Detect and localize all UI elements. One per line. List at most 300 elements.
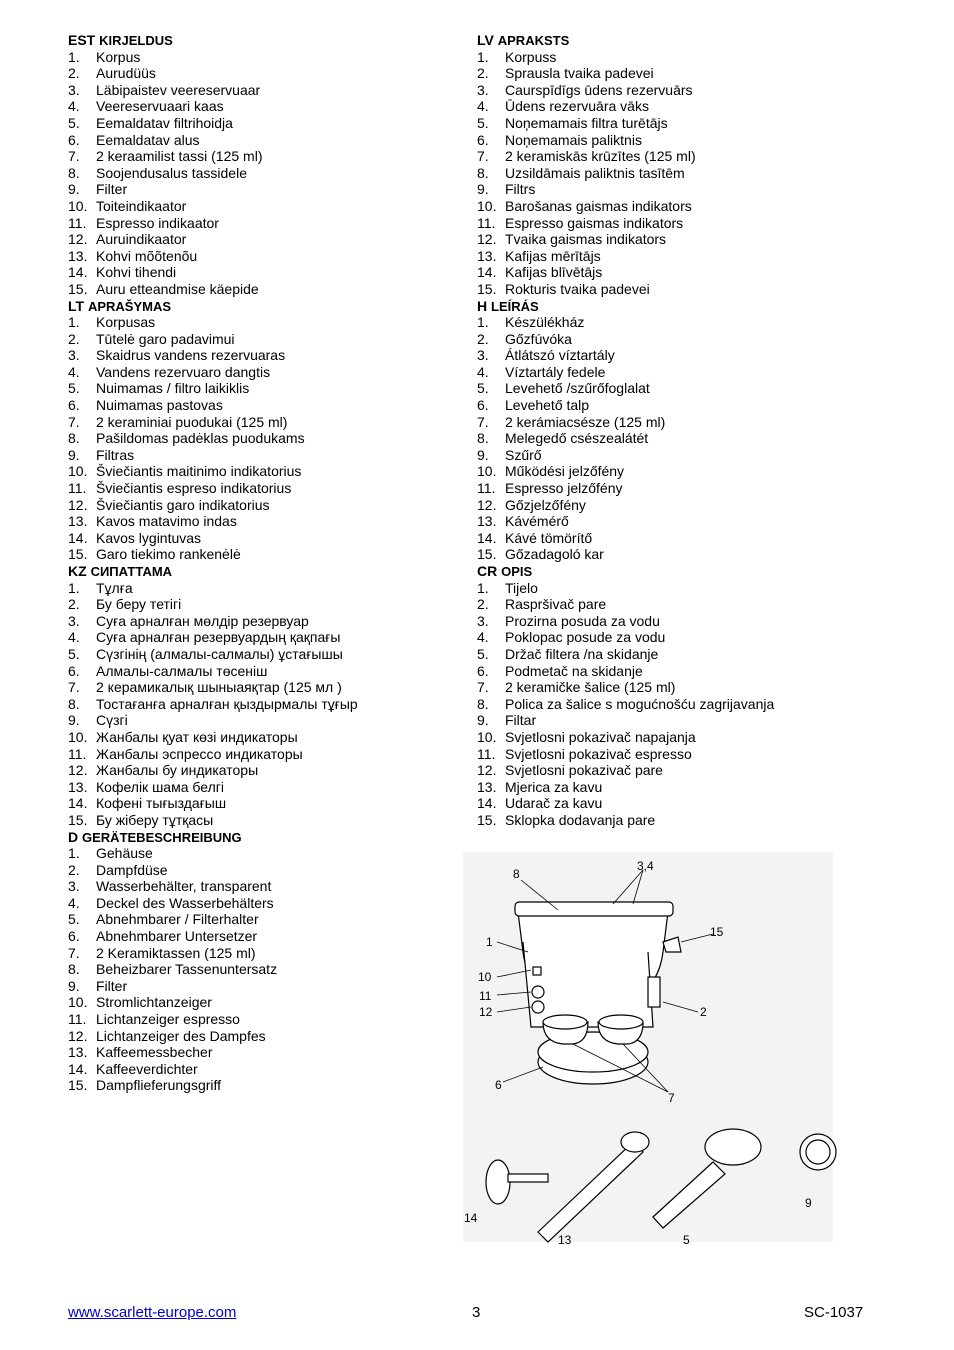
list-item [68,762,468,779]
section-title: GERÄTEBESCHREIBUNG [82,829,242,845]
item-label: Deckel des Wasserbehälters [96,894,274,911]
section-heading [68,32,468,49]
item-number: 4. [477,98,489,115]
list-item [68,397,468,414]
item-label: Espresso indikaator [96,214,219,231]
item-label: Kafijas mērītājs [505,247,601,264]
item-number: 2. [68,330,80,347]
list-item [477,596,877,613]
item-label: Filtar [505,712,537,729]
item-label: Суға арналған мөлдір резервуар [96,612,309,629]
item-label: Auruindikaator [96,231,187,248]
item-label: Dampflieferungsgriff [96,1077,222,1094]
item-number: 11. [68,480,87,497]
item-number: 1. [477,48,489,65]
item-label: Ūdens rezervuāra vāks [505,98,649,115]
item-number: 7. [68,944,80,961]
item-number: 12. [68,496,88,513]
item-number: 1. [68,845,80,862]
item-number: 3. [68,347,80,364]
item-number: 4. [68,629,80,646]
item-label: Filter [96,181,128,198]
list-item [477,198,877,215]
list-item [68,679,468,696]
item-label: Kavos matavimo indas [96,513,237,530]
list-item [68,530,468,547]
item-number: 5. [477,380,489,397]
list-item [68,82,468,99]
list-item [477,231,877,248]
item-number: 13. [477,247,497,264]
item-number: 7. [477,679,489,696]
list-item [477,779,877,796]
list-item [68,629,468,646]
list-item [68,911,468,928]
item-number: 10. [68,728,88,745]
list-item [68,961,468,978]
list-item [477,629,877,646]
item-label: Melegedő csészealátét [505,430,649,447]
item-number: 15. [477,280,497,297]
list-item [477,414,877,431]
item-label: Abnehmbarer / Filterhalter [96,911,259,928]
item-label: Pašildomas padėklas puodukams [96,430,305,447]
item-label: Eemaldatav alus [96,131,200,148]
item-label: Алмалы-салмалы төсеніш [96,662,268,679]
list-item [68,580,468,597]
list-item [68,596,468,613]
item-label: Kohvi tihendi [96,264,177,281]
list-item [68,49,468,66]
item-label: Svjetlosni pokazivač napajanja [505,728,696,745]
item-number: 10. [68,197,88,214]
item-number: 13. [477,778,497,795]
item-number: 1. [477,579,489,596]
section-title: KIRJELDUS [99,33,173,48]
item-number: 14. [68,795,88,812]
item-number: 1. [477,314,489,331]
item-label: Бу беру тетігі [96,596,182,613]
item-label: Caurspīdīgs ūdens rezervuārs [505,81,693,98]
item-label: Kávé tömörítő [505,529,593,546]
item-number: 8. [68,430,80,447]
item-label: Szűrő [505,446,542,463]
item-label: Жанбалы эспрессо индикаторы [96,745,303,762]
list-item [68,845,468,862]
section-title: СИПАТТАМА [90,564,173,579]
item-label: Svjetlosni pokazivač pare [505,762,663,779]
section-title: OPIS [501,564,533,579]
item-label: Gőzjelzőfény [505,496,586,513]
list-item [68,696,468,713]
item-label: Podmetač na skidanje [505,662,643,679]
item-number: 7. [68,679,80,696]
item-label: Víztartály fedele [505,363,606,380]
list-item [68,231,468,248]
item-number: 15. [68,280,88,297]
item-number: 3. [477,81,489,98]
item-number: 15. [68,811,88,828]
item-label: Aurudüüs [96,65,156,82]
item-label: Wasserbehälter, transparent [96,878,272,895]
item-number: 5. [68,380,80,397]
list-item [68,1061,468,1078]
list-item [68,215,468,232]
item-number: 13. [68,778,88,795]
item-label: Gőzadagoló kar [505,546,604,563]
item-label: Beheizbarer Tassenuntersatz [96,961,278,978]
item-label: Veereservuaari kaas [96,98,224,115]
item-number: 4. [477,629,489,646]
list-item [68,198,468,215]
list-item [68,1044,468,1061]
item-label: Жанбалы бу индикаторы [96,762,259,779]
item-label: Uzsildāmais paliktnis tasītēm [505,164,685,181]
item-number: 2. [68,65,80,82]
language-code: CR [477,563,498,579]
item-label: 2 keramičke šalice (125 ml) [505,679,676,696]
item-label: Lichtanzeiger espresso [96,1011,240,1028]
item-label: Polica za šalice s mogućnošću zagrijavanja [505,695,775,712]
item-label: Barošanas gaismas indikators [505,197,692,214]
list-item [68,1028,468,1045]
item-label: Šviečiantis maitinimo indikatorius [96,463,302,480]
item-label: Kavos lygintuvas [96,529,202,546]
item-number: 15. [477,546,497,563]
list-item [68,663,468,680]
item-number: 1. [68,48,80,65]
item-number: 15. [68,1077,88,1094]
list-item [477,497,877,514]
item-label: Šviečiantis espreso indikatorius [96,480,292,497]
list-item [68,1077,468,1094]
item-number: 11. [68,1011,87,1028]
item-label: Abnehmbarer Untersetzer [96,928,258,945]
item-label: 2 Keramiktassen (125 ml) [96,944,256,961]
label-14: 14 [464,1211,478,1225]
list-item [68,447,468,464]
item-label: Svjetlosni pokazivač espresso [505,745,692,762]
list-item [477,480,877,497]
list-item [477,65,877,82]
list-item [477,49,877,66]
item-number: 15. [68,546,88,563]
list-item [68,878,468,895]
item-number: 12. [477,231,497,248]
item-number: 9. [68,181,80,198]
item-label: Tūtelė garo padavimui [96,330,235,347]
item-label: Működési jelzőfény [505,463,625,480]
list-item [68,148,468,165]
item-number: 3. [68,612,80,629]
item-number: 11. [477,745,496,762]
item-number: 5. [477,114,489,131]
item-number: 9. [68,712,80,729]
section-title: LEÍRÁS [491,298,539,314]
list-item [477,696,877,713]
item-label: Korpusas [96,314,156,331]
item-number: 15. [477,811,497,828]
list-item [477,314,877,331]
list-item [477,430,877,447]
item-number: 10. [477,728,497,745]
item-label: Nuimamas / filtro laikiklis [96,380,250,397]
label-9: 9 [805,1196,812,1210]
label-6: 6 [495,1078,502,1092]
item-number: 14. [477,795,497,812]
item-label: Soojendusalus tassidele [96,164,247,181]
language-code: H [477,297,488,314]
list-item [68,945,468,962]
list-item [68,497,468,514]
list-item [68,132,468,149]
coffee-machine-diagram [463,852,838,1252]
item-number: 12. [477,496,497,513]
list-item [68,248,468,265]
list-item [68,98,468,115]
item-label: Eemaldatav filtrihoidja [96,114,233,131]
list-item [477,613,877,630]
list-item [68,812,468,829]
list-item [477,82,877,99]
label-8: 8 [513,867,520,881]
section-heading [477,563,877,580]
list-item [68,181,468,198]
language-code: LV [477,32,494,48]
item-label: Korpuss [505,48,557,65]
list-item [68,779,468,796]
item-label: Vandens rezervuaro dangtis [96,363,271,380]
list-item [477,331,877,348]
list-item [68,895,468,912]
item-number: 8. [68,961,80,978]
list-item [68,347,468,364]
language-code: KZ [68,563,87,579]
item-label: Kafijas blīvētājs [505,264,603,281]
item-number: 6. [477,662,489,679]
item-number: 6. [68,662,80,679]
list-item [68,264,468,281]
left-column [68,32,468,1094]
item-label: Kaffeemessbecher [96,1044,213,1061]
list-item [477,380,877,397]
item-number: 4. [68,363,80,380]
item-label: Tijelo [505,579,538,596]
list-item [68,380,468,397]
item-label: Sprausla tvaika padevei [505,65,654,82]
item-number: 7. [68,413,80,430]
item-number: 8. [68,164,80,181]
label-11: 11 [479,989,492,1003]
item-number: 11. [68,214,87,231]
item-number: 1. [68,314,80,331]
item-number: 3. [477,612,489,629]
list-item [477,762,877,779]
list-item [477,181,877,198]
list-item [477,281,877,298]
item-label: Kaffeeverdichter [96,1060,198,1077]
item-label: Skaidrus vandens rezervuaras [96,347,286,364]
item-label: Noņemamais filtra turētājs [505,114,668,131]
list-item [477,148,877,165]
list-item [477,165,877,182]
item-number: 2. [68,596,80,613]
item-label: Készülékház [505,314,585,331]
item-label: Levehető talp [505,397,590,414]
item-label: 2 kerámiacsésze (125 ml) [505,413,666,430]
list-item [477,347,877,364]
label-5: 5 [683,1233,690,1247]
item-label: Toiteindikaator [96,197,187,214]
item-number: 8. [477,164,489,181]
section-heading [68,563,468,580]
list-item [68,364,468,381]
item-number: 14. [68,529,88,546]
item-number: 9. [68,446,80,463]
item-number: 9. [68,977,80,994]
item-label: Rokturis tvaika padevei [505,280,650,297]
item-label: Tvaika gaismas indikators [505,231,667,248]
item-label: Кофені тығыздағыш [96,795,227,812]
item-label: Сүзгі [96,712,128,729]
item-label: Nuimamas pastovas [96,397,223,414]
item-label: Držač filtera /na skidanje [505,645,659,662]
item-number: 13. [68,1044,88,1061]
item-number: 5. [477,645,489,662]
item-number: 14. [477,529,497,546]
list-item [68,928,468,945]
item-number: 2. [68,861,80,878]
item-label: Espresso jelzőfény [505,480,623,497]
section-heading [477,32,877,49]
item-number: 8. [477,695,489,712]
list-item [477,679,877,696]
item-label: Átlátszó víztartály [505,347,615,364]
item-number: 10. [477,197,497,214]
item-number: 10. [68,994,88,1011]
list-item [68,712,468,729]
item-label: Udarač za kavu [505,795,603,812]
item-number: 6. [68,928,80,945]
item-number: 2. [477,330,489,347]
label-15: 15 [710,925,724,939]
section-heading [477,298,877,315]
item-label: 2 keramiskās krūzītes (125 ml) [505,148,696,165]
item-label: Noņemamais paliktnis [505,131,642,148]
list-item [68,862,468,879]
item-label: Prozirna posuda za vodu [505,612,660,629]
list-item [477,132,877,149]
item-number: 9. [477,712,489,729]
label-2: 2 [700,1005,707,1019]
label-1: 1 [486,935,493,949]
list-item [68,795,468,812]
item-number: 1. [68,579,80,596]
label-12: 12 [479,1005,493,1019]
website-link[interactable]: www.scarlett-europe.com [68,1304,237,1321]
item-label: Stromlichtanzeiger [96,994,212,1011]
list-item [477,795,877,812]
item-label: Raspršivač pare [505,596,607,613]
item-number: 11. [477,214,496,231]
list-item [68,1011,468,1028]
item-number: 10. [477,463,497,480]
page-number: 3 [472,1304,481,1321]
item-label: Mjerica za kavu [505,778,603,795]
list-item [477,646,877,663]
list-item [477,746,877,763]
label-13: 13 [558,1233,572,1247]
item-number: 14. [477,264,497,281]
item-number: 5. [68,911,80,928]
item-label: Суға арналған резервуардың қақпағы [96,629,341,646]
item-number: 7. [68,148,80,165]
label-3-4: 3,4 [637,859,654,873]
list-item [68,430,468,447]
item-label: Gehäuse [96,845,153,862]
item-label: Levehető /szűrőfoglalat [505,380,650,397]
item-number: 9. [477,446,489,463]
list-item [477,546,877,563]
item-label: Auru etteandmise käepide [96,280,259,297]
item-number: 10. [68,463,88,480]
item-label: Kohvi mõõtenõu [96,247,198,264]
item-label: Läbipaistev veereservuaar [96,81,261,98]
item-label: Poklopac posude za vodu [505,629,666,646]
list-item [68,613,468,630]
list-item [477,463,877,480]
list-item [477,530,877,547]
item-label: Dampfdüse [96,861,168,878]
item-label: Sklopka dodavanja pare [505,811,656,828]
item-number: 12. [477,762,497,779]
item-number: 2. [477,596,489,613]
item-number: 11. [68,745,87,762]
list-item [477,98,877,115]
language-code: D [68,828,79,845]
list-item [477,364,877,381]
item-label: Жанбалы қуат көзі индикаторы [96,728,298,745]
item-number: 12. [68,762,88,779]
language-code: LT [68,297,85,314]
item-label: 2 keraamilist tassi (125 ml) [96,148,263,165]
right-column [477,32,877,829]
item-number: 13. [68,513,88,530]
item-number: 3. [68,878,80,895]
section-heading [68,829,468,846]
item-number: 3. [68,81,80,98]
list-item [477,513,877,530]
item-number: 6. [477,397,489,414]
item-number: 12. [68,1027,88,1044]
list-item [68,546,468,563]
list-item [477,663,877,680]
item-label: Šviečiantis garo indikatorius [96,496,270,513]
item-number: 7. [477,413,489,430]
item-label: Сүзгінің (алмалы-салмалы) ұстағышы [96,645,343,662]
list-item [477,215,877,232]
item-label: Кофелік шама белгі [96,778,224,795]
item-number: 14. [68,264,88,281]
item-number: 3. [477,347,489,364]
item-label: Kávémérő [505,513,569,530]
item-number: 4. [68,894,80,911]
list-item [477,397,877,414]
list-item [68,331,468,348]
item-number: 8. [477,430,489,447]
list-item [68,463,468,480]
list-item [68,65,468,82]
